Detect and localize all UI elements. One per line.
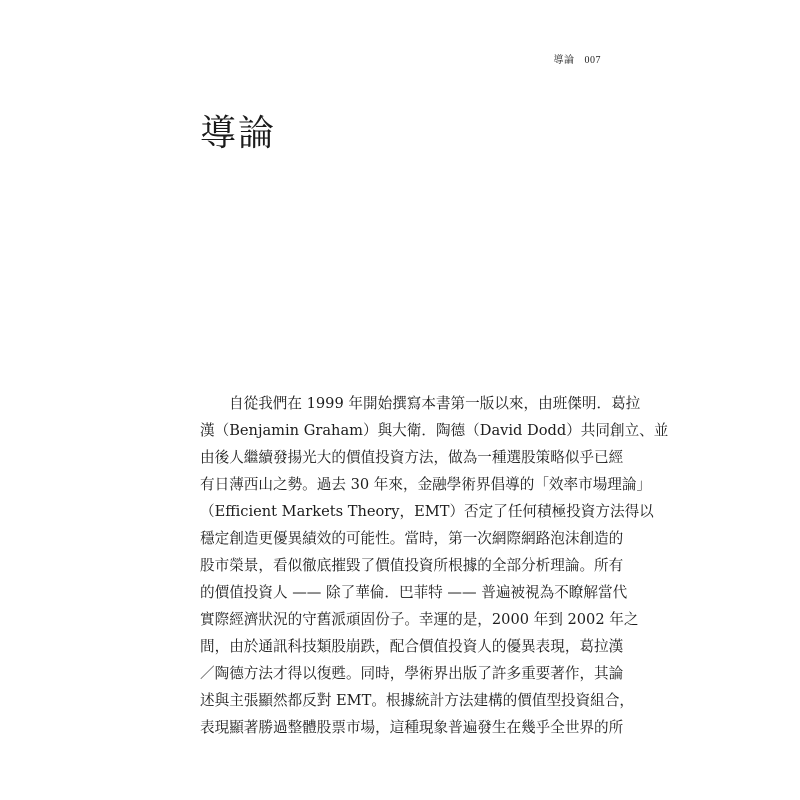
text-line: 由後人繼續發揚光大的價值投資方法，做為一種選股策略似乎已經 [200,449,624,466]
text-line: 漢（Benjamin Graham）與大衛．陶德（David Dodd）共同創立、並 [200,422,669,439]
chapter-title: 導論 [200,113,277,154]
text-line: 穩定創造更優異績效的可能性。當時，第一次網際網路泡沫創造的 [200,530,624,547]
text-line: 自從我們在 1999 年開始撰寫本書第一版以來，由班傑明．葛拉 [229,395,641,412]
text-line: 實際經濟狀況的守舊派頑固份子。幸運的是，2000 年到 2002 年之 [200,611,639,628]
running-header-section: 導論 [553,55,575,66]
text-line: 有日薄西山之勢。過去 30 年來，金融學術界倡導的「效率市場理論」 [200,476,652,493]
running-header [554,51,602,66]
text-line: （Efficient Markets Theory，EMT）否定了任何積極投資方法得以 [200,503,654,520]
text-line: 述與主張顯然都反對 EMT。根據統計方法建構的價值型投資組合， [200,692,635,709]
page-number: 007 [584,55,601,66]
text-line: 間，由於通訊科技類股崩跌，配合價值投資人的優異表現，葛拉漢 [200,638,624,655]
text-line: ／陶德方法才得以復甦。同時，學術界出版了許多重要著作，其論 [200,665,624,682]
text-line: 股市榮景，看似徹底摧毀了價值投資所根據的全部分析理論。所有 [200,557,624,574]
text-line: 的價值投資人 —— 除了華倫．巴菲特 —— 普遍被視為不瞭解當代 [200,584,628,601]
text-line: 表現顯著勝過整體股票市場，這種現象普遍發生在幾乎全世界的所 [200,719,624,736]
body-paragraph [200,390,669,741]
